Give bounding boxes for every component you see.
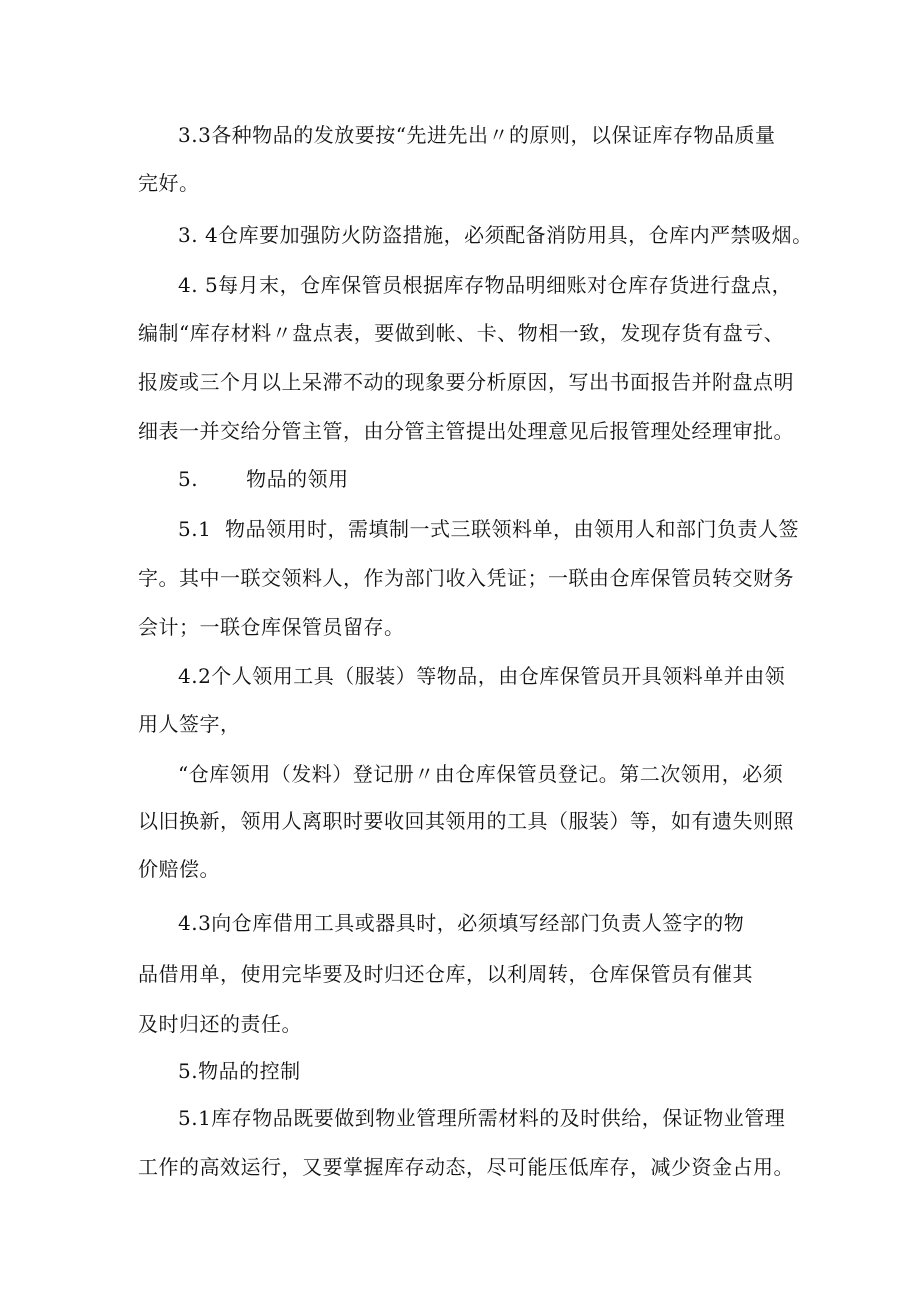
text-line: 4.3向仓库借用工具或器具时，必须填写经部门负责人签字的物 (178, 911, 745, 935)
text-line: 工作的高效运行，又要掌握库存动态，尽可能压低库存，减少资金占用。 (138, 1155, 794, 1179)
text-line: 细表一并交给分管主管，由分管主管提出处理意见后报管理处经理审批。 (138, 419, 794, 443)
text-line: 品借用单，使用完毕要及时归还仓库，以利周转，仓库保管员有催其 (138, 962, 753, 986)
text-line: 5.1库存物品既要做到物业管理所需材料的及时供给，保证物业管理 (178, 1106, 786, 1130)
text-line: 编制“库存材料〃盘点表，要做到帐、卡、物相一致，发现存货有盘亏、 (138, 321, 785, 345)
text-line: 3. 4仓库要加强防火防盗措施，必须配备消防用具，仓库内严禁吸烟。 (178, 223, 813, 247)
text-line: 字。其中一联交领料人，作为部门收入凭证；一联由仓库保管员转交财务 (138, 566, 794, 590)
section-heading: 5. 物品的领用 (178, 467, 349, 491)
text-line: 报废或三个月以上呆滞不动的现象要分析原因，写出书面报告并附盘点明 (138, 370, 794, 394)
section-heading: 5.物品的控制 (178, 1059, 301, 1083)
text-line: 价赔偿。 (138, 857, 220, 881)
text-line: 4.2个人领用工具（服装）等物品，由仓库保管员开具领料单并由领 (178, 664, 786, 688)
text-line: 用人签字， (138, 712, 241, 736)
text-line: 完好。 (138, 171, 200, 195)
text-line: 以旧换新，领用人离职时要收回其领用的工具（服装）等，如有遗失则照 (138, 809, 794, 833)
text-line: “仓库领用（发料）登记册〃由仓库保管员登记。第二次领用，必须 (178, 762, 784, 786)
text-line: 会计；一联仓库保管员留存。 (138, 615, 405, 639)
text-line: 4. 5每月末，仓库保管员根据库存物品明细账对仓库存货进行盘点， (178, 273, 793, 297)
text-line: 3.3各种物品的发放要按“先进先出〃的原则，以保证库存物品质量 (178, 123, 776, 147)
text-line: 及时归还的责任。 (138, 1012, 302, 1036)
text-line: 5.1 物品领用时，需填制一式三联领料单，由领用人和部门负责人签 (178, 517, 800, 541)
